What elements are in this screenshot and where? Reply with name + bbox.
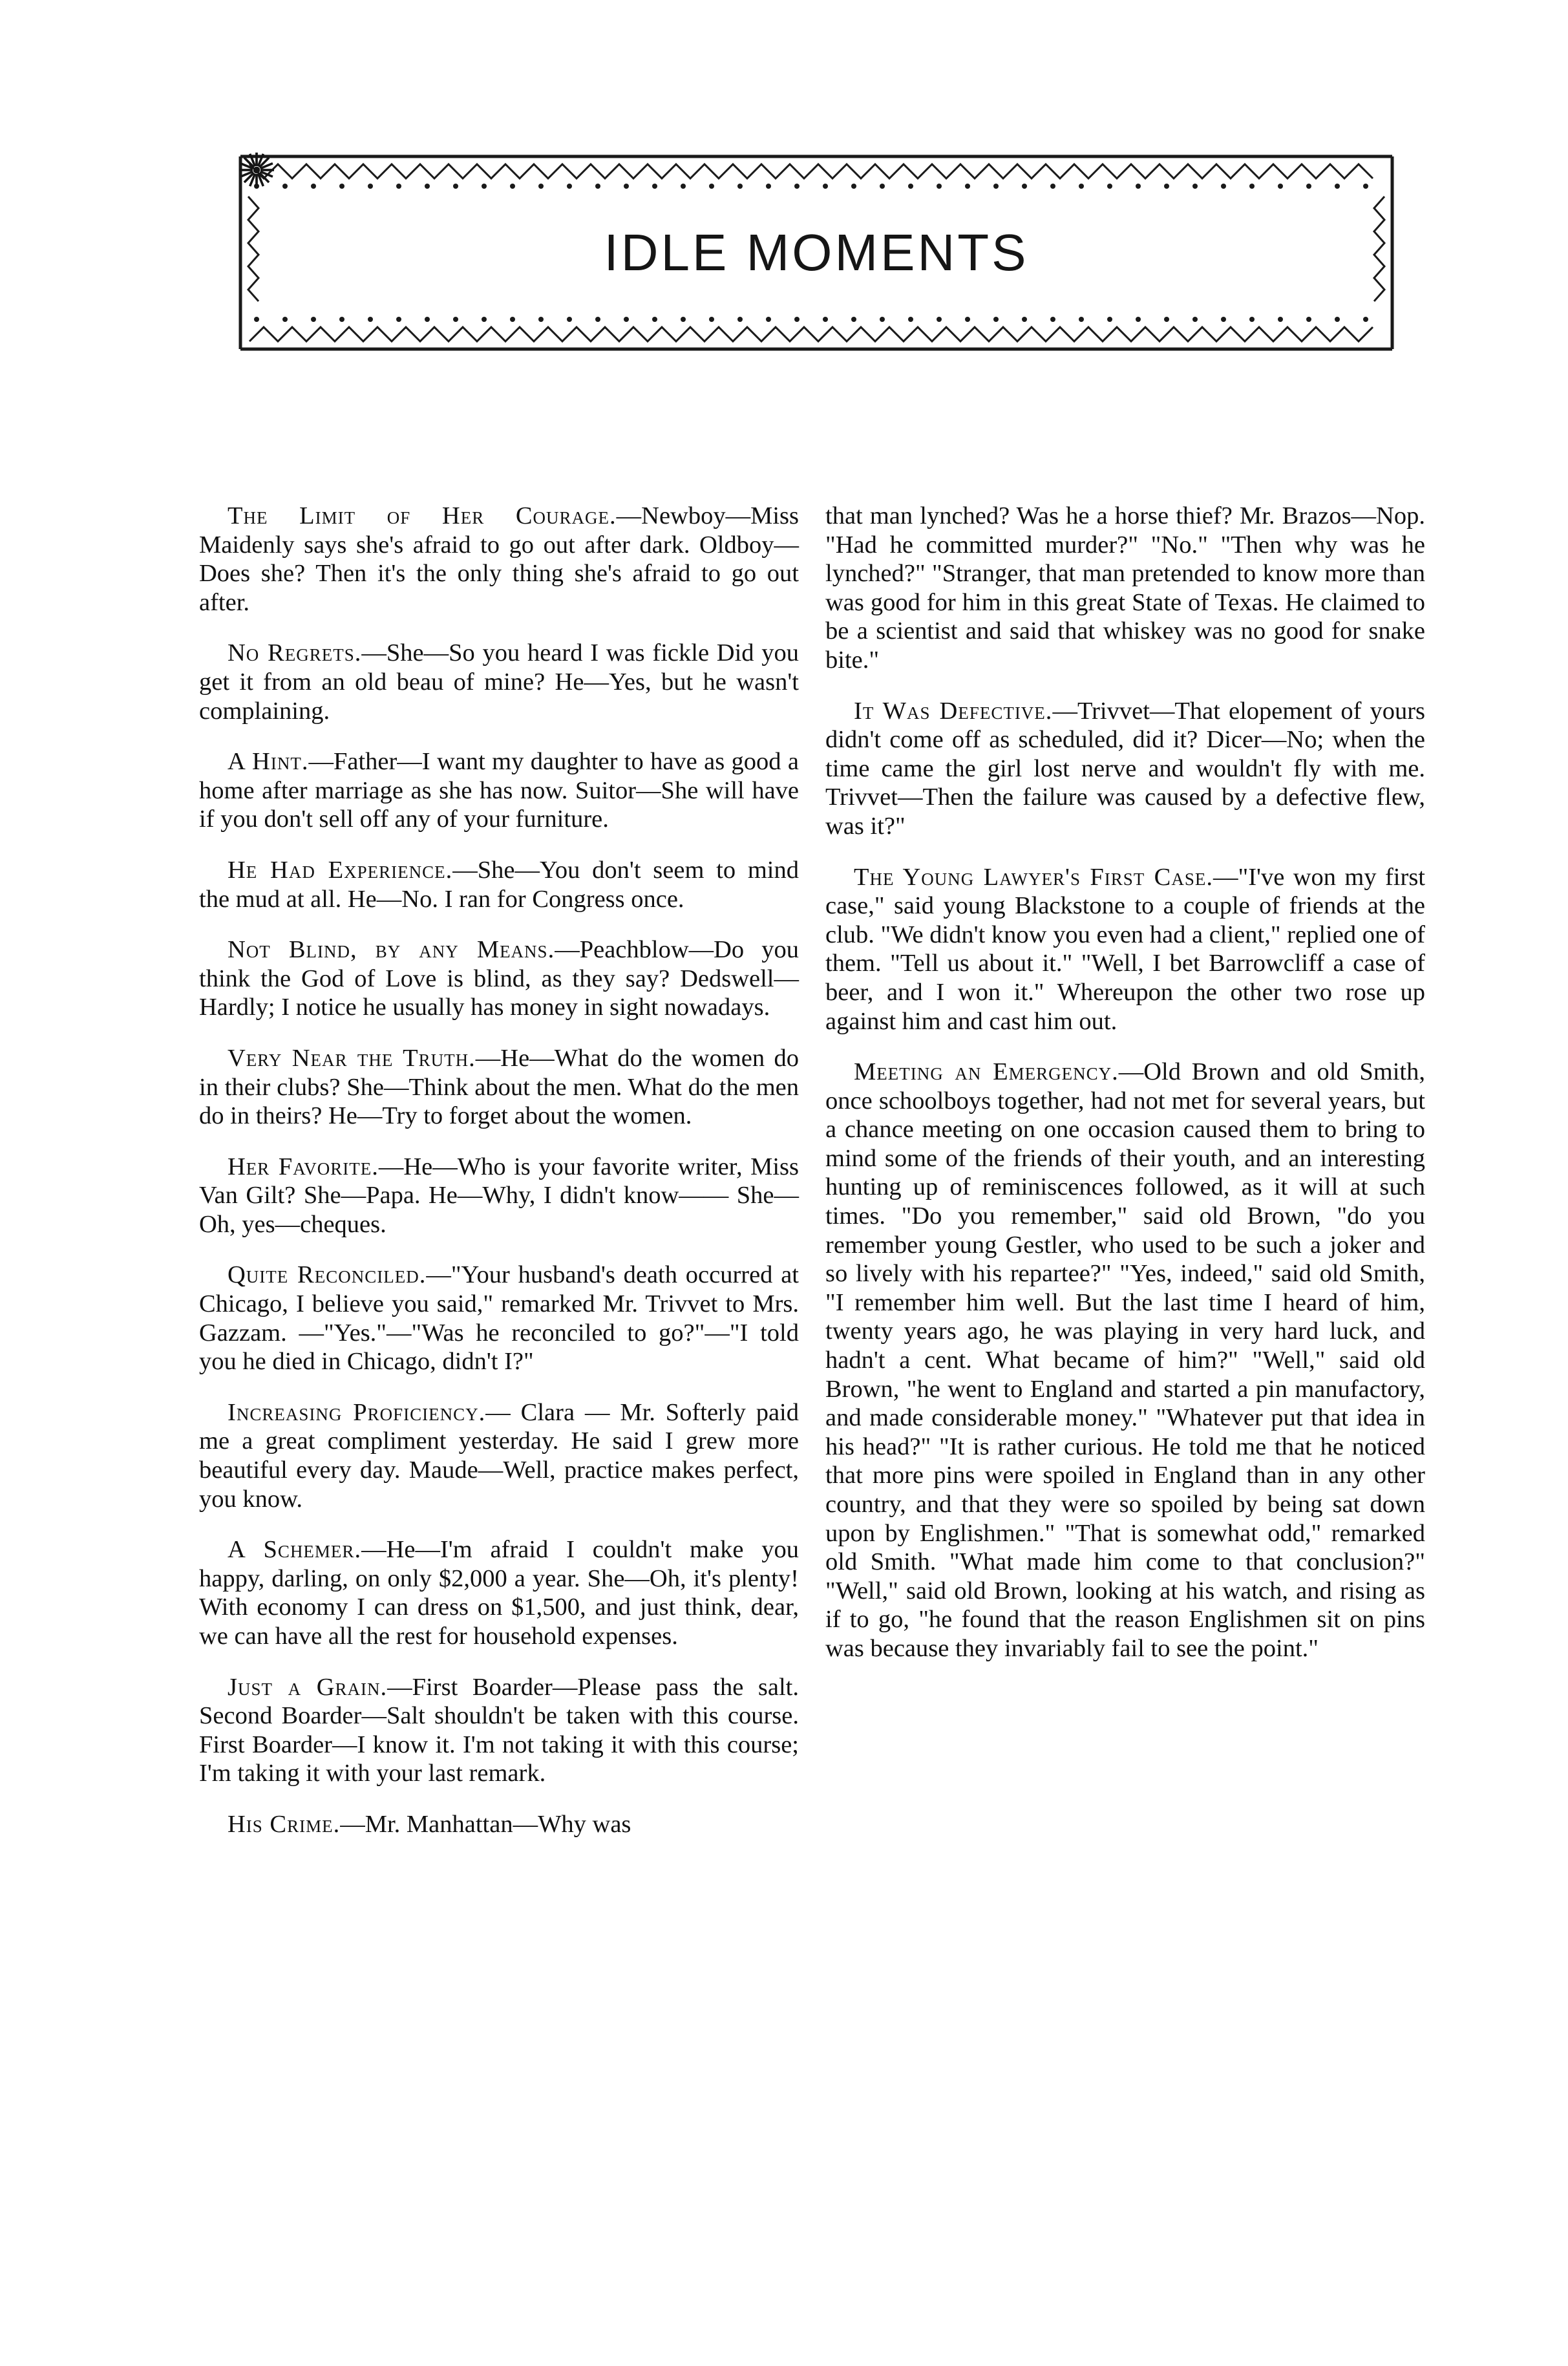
anecdote-heading: He Had Experience.: [228, 856, 453, 884]
anecdote: [199, 1153, 799, 1239]
anecdote-body: —Old Brown and old Smith, once schoolboys together, had not met for several years, but a chance meeting on one occasion caused them to bring to mind some of the friends of their youth, and an interesting hunting up of reminiscences followed, as it will at such times. "Do you remember," said old Brown, "do you remember young Gestler, who used to be such a joker and so lively with his repartee?" "Yes, indeed," said old Smith, "I remember him well. But the last time I heard of him, twenty years ago, he was playing in very hard luck, and hadn't a cent. What became of him?" "Well," said old Brown, "he went to England and started a pin manufactory, and made considerable money." "Whatever put that idea in his head?" "It is rather curious. He told me that he noticed that more pins were spoiled in England than in any other country, and that they were so spoiled by being sat down upon by Englishmen." "That is somewhat odd," remarked old Smith. "What made him come to that conclusion?" "Well," said old Brown, looking at his watch, and rising as if to go, "he found that the reason Englishmen sit on pins was because they invariably fail to see the point.": [825, 1058, 1425, 1662]
anecdote-body: —He—What do the women do in their clubs? She—Think about the men. What do the men do in theirs? He—Try to forget about the women.: [199, 1044, 800, 1130]
anecdote-body: —Father—I want my daughter to have as good a home after marriage as she has now. Suitor—She will have if you don't sell off any of your furniture.: [199, 748, 800, 833]
rosette-icon: [237, 150, 277, 190]
anecdote-heading: Increasing Proficiency.: [228, 1398, 486, 1426]
anecdote-heading: The Young Lawyer's First Case.: [854, 863, 1213, 891]
anecdote-heading: A Hint.: [228, 748, 309, 776]
anecdote-body: —Trivvet—That elopement of yours didn't come off as scheduled, did it? Dicer—No; when the time came the girl lost nerve and wouldn't fly with me. Trivvet—Then the failure was caused by a defective flew, was it?": [825, 697, 1425, 840]
anecdote: [199, 1673, 799, 1788]
anecdote-body: —Mr. Manhattan—Why was: [340, 1810, 631, 1838]
anecdote-heading: Quite Reconciled.: [228, 1261, 427, 1289]
anecdote: [199, 1535, 799, 1650]
left-column: [199, 502, 799, 1861]
anecdote-body: —He—Who is your favorite writer, Miss Van Gilt? She—Papa. He—Why, I didn't know—— She—Oh, yes—cheques.: [199, 1153, 799, 1238]
anecdote-heading: Very Near the Truth.: [228, 1044, 476, 1072]
header-banner: [237, 150, 1396, 356]
anecdote-body: —First Boarder—Please pass the salt. Second Boarder—Salt shouldn't be taken with this course. First Boarder—I know it. I'm not taking it with this course; I'm taking it with your last remark.: [199, 1673, 800, 1787]
anecdote-heading: Just a Grain.: [228, 1673, 388, 1701]
anecdote-body: —Peachblow—Do you think the God of Love is blind, as they say? Dedswell—Hardly; I notice he usually has money in sight nowadays.: [199, 936, 799, 1021]
anecdote: [199, 639, 799, 725]
anecdote: [825, 1058, 1425, 1663]
anecdote: [199, 1810, 799, 1839]
anecdote-heading: The Limit of Her Courage.: [228, 502, 617, 529]
anecdote: [199, 1398, 799, 1513]
anecdote-heading: His Crime.: [228, 1810, 341, 1838]
anecdote: [199, 856, 799, 913]
anecdote: [199, 1044, 799, 1131]
anecdote-heading: Her Favorite.: [228, 1153, 379, 1180]
anecdote: [199, 502, 799, 617]
right-column: [825, 502, 1425, 1685]
anecdote-heading: Meeting an Emergency.: [854, 1058, 1119, 1086]
anecdote-heading: No Regrets.: [228, 639, 362, 667]
anecdote: [825, 697, 1425, 841]
anecdote-body: —Newboy—Miss Maidenly says she's afraid to go out after dark. Oldboy—Does she? Then it's the only thing she's afraid to go out after.: [199, 502, 799, 616]
anecdote: [199, 747, 799, 834]
anecdote-heading: It Was Defective.: [854, 697, 1053, 725]
section-title: IDLE MOMENTS: [604, 224, 1029, 281]
anecdote: [199, 935, 799, 1022]
anecdote-heading: A Schemer.: [228, 1536, 362, 1564]
anecdote-body: —"Your husband's death occurred at Chicago, I believe you said," remarked Mr. Trivvet to Mrs. Gazzam. —"Yes."—"Was he reconciled to go?"—"I told you he died in Chicago, didn't I?": [199, 1261, 799, 1376]
anecdote-body: —"I've won my first case," said young Blackstone to a couple of friends at the club. "We didn't know you even had a client," replied one of them. "Tell us about it." "Well, I bet Barrowcliff a case of beer, and I won it." Whereupon the other two rose up against him and cast him out.: [825, 863, 1425, 1035]
anecdote-continuation: [825, 502, 1425, 675]
anecdote-heading: Not Blind, by any Means.: [228, 936, 555, 964]
anecdote-body: —She—You don't seem to mind the mud at all. He—No. I ran for Congress once.: [199, 856, 799, 913]
anecdote-body: that man lynched? Was he a horse thief? Mr. Brazos—Nop. "Had he committed murder?" "No." "Then why was he lynched?" "Stranger, that man pretended to know more than was good for him in this great State of Texas. He claimed to be a scientist and said that whiskey was no good for snake bite.": [825, 502, 1425, 674]
anecdote: [199, 1261, 799, 1376]
anecdote-body: — Clara — Mr. Softerly paid me a great compliment yesterday. He said I grew more beautiful every day. Maude—Well, practice makes perfect, you know.: [199, 1398, 799, 1513]
anecdote-body: —He—I'm afraid I couldn't make you happy, darling, on only $2,000 a year. She—Oh, it's plenty! With economy I can dress on $1,500, and just think, dear, we can have all the rest for household expenses.: [199, 1536, 799, 1650]
anecdote: [825, 863, 1425, 1036]
anecdote-body: —She—So you heard I was fickle Did you get it from an old beau of mine? He—Yes, but he wasn't complaining.: [199, 639, 800, 725]
